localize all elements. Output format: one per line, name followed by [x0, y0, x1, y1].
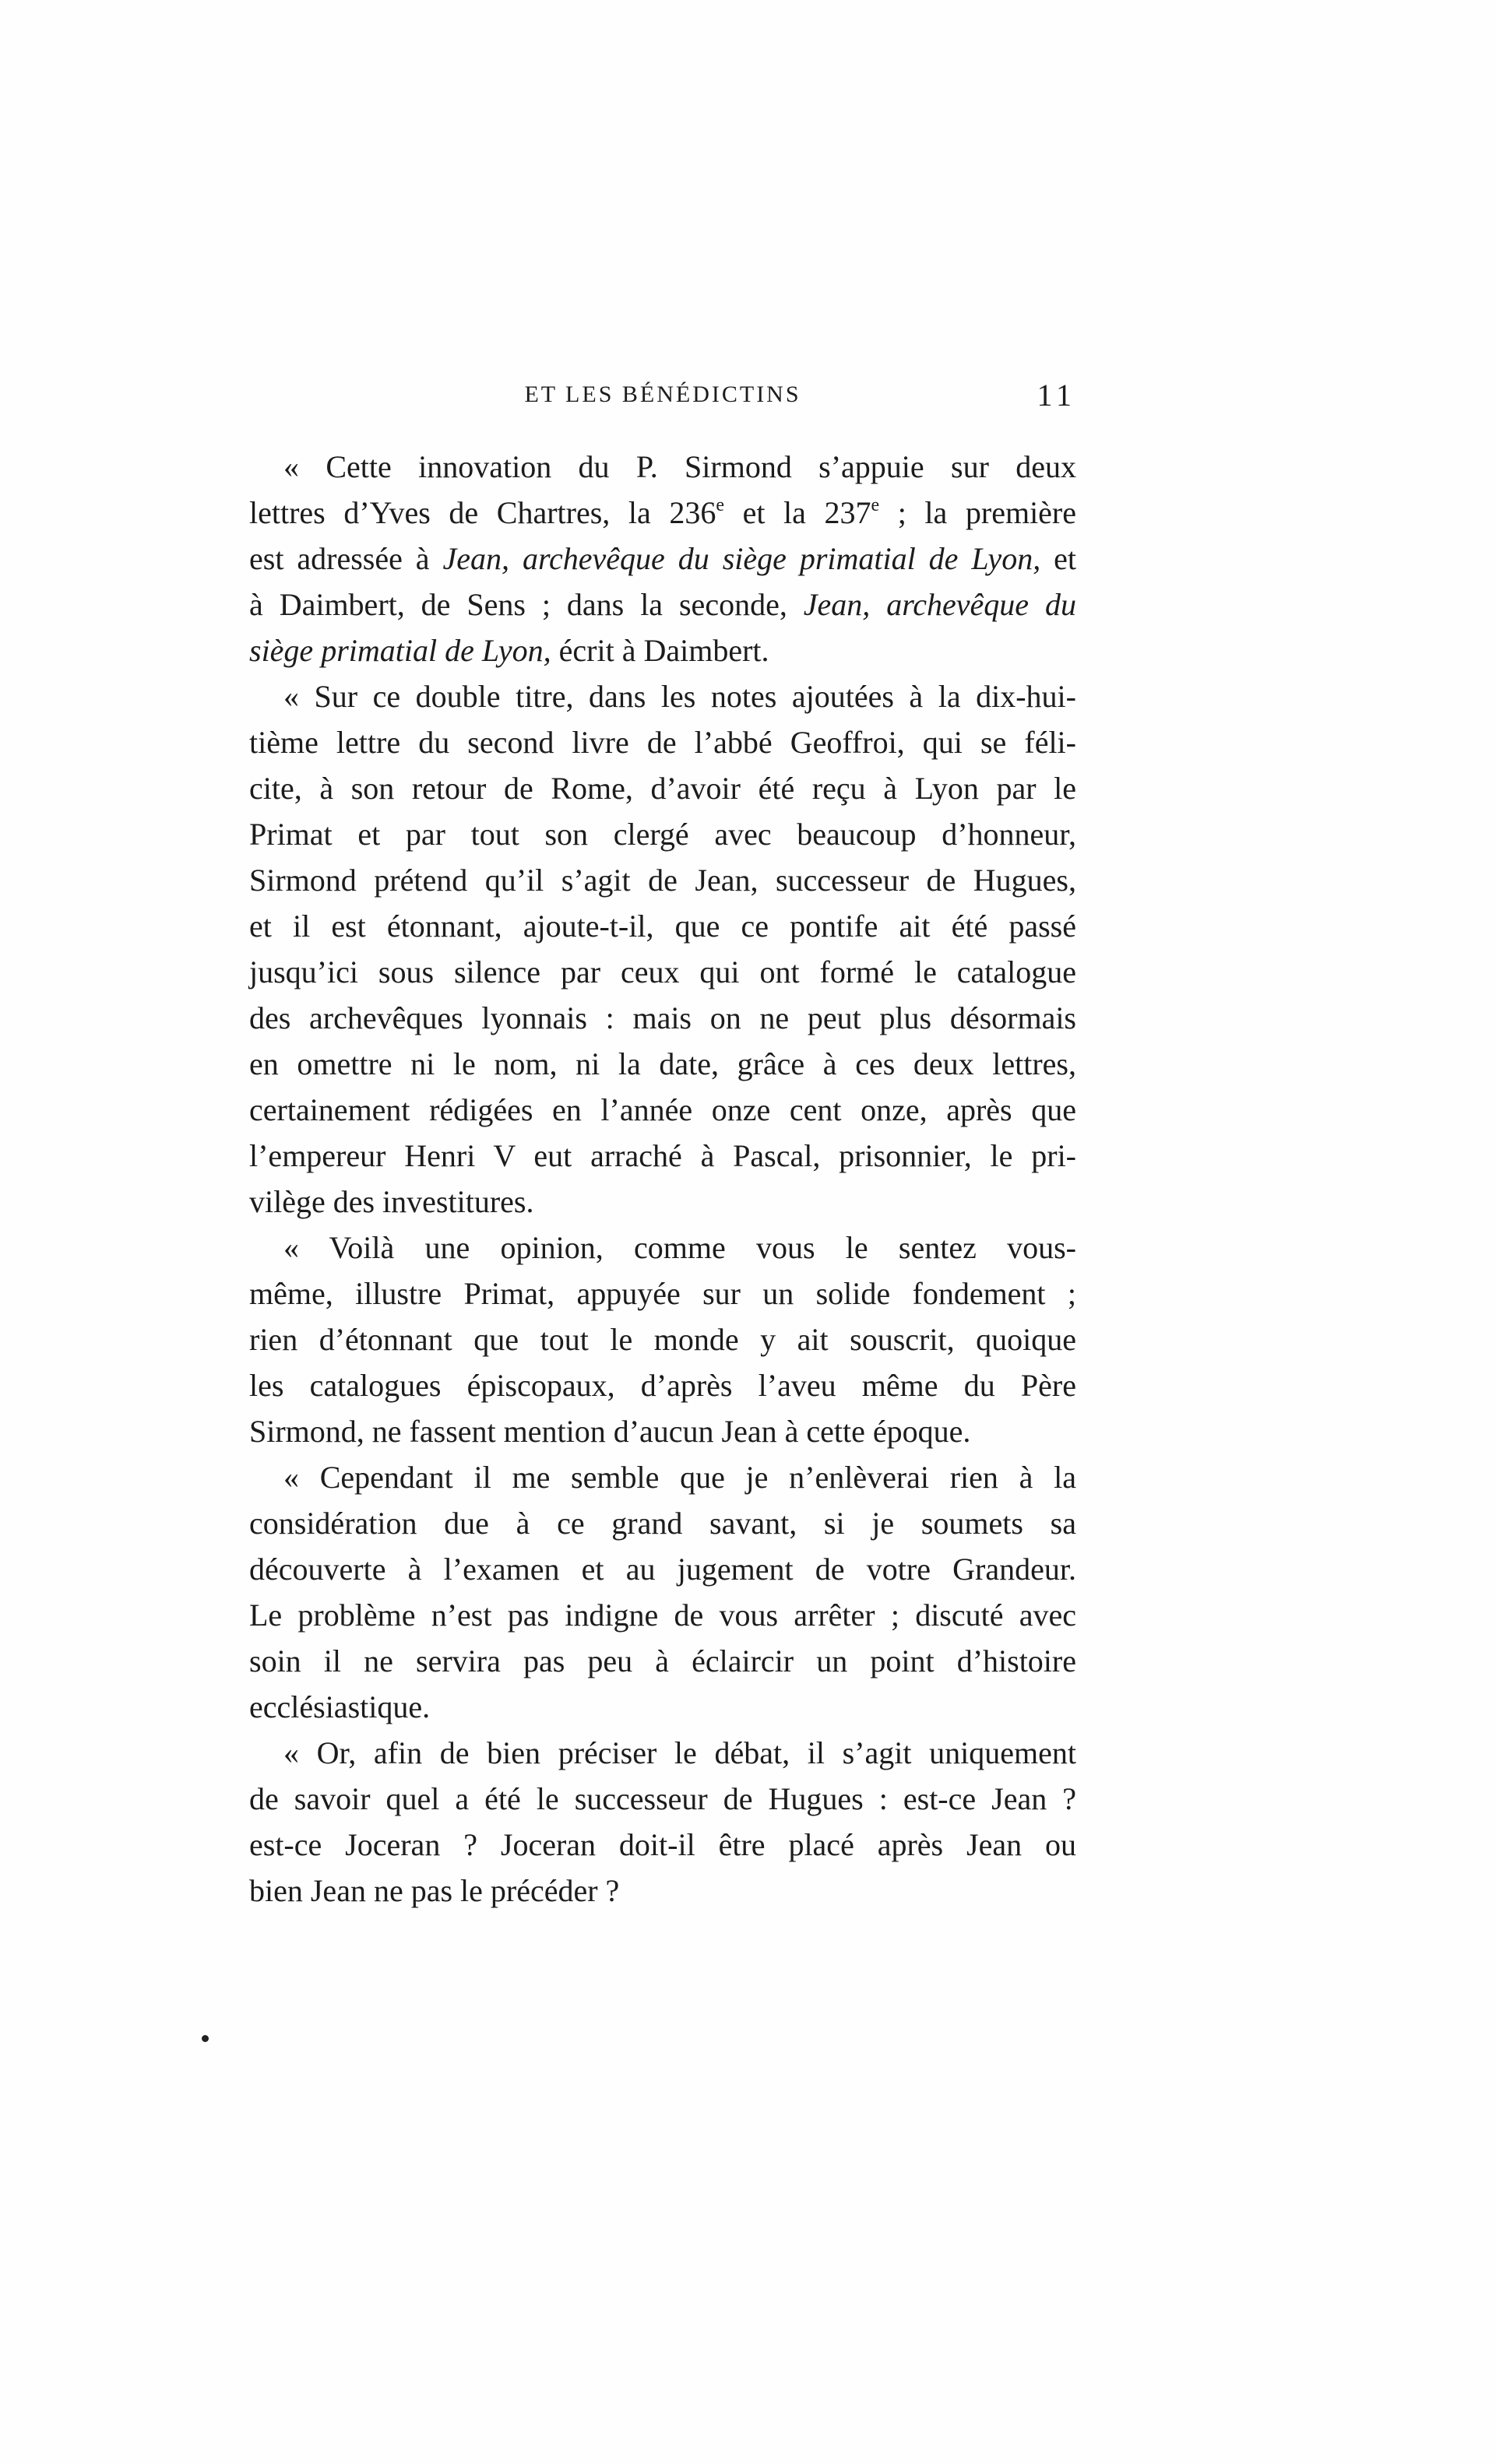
text-line — [249, 1408, 1076, 1454]
text-line — [249, 1271, 1076, 1316]
text-run: lettres d’Yves de Chartres, la 236 — [249, 495, 716, 530]
text-run: découverte à l’examen et au jugement de votre Grandeur. — [249, 1552, 1076, 1587]
text-line — [249, 857, 1076, 903]
text-line — [249, 1546, 1076, 1592]
italic-text: Jean, archevêque du — [803, 587, 1076, 622]
text-line — [249, 1868, 1076, 1914]
text-run: vilège des investitures. — [249, 1184, 534, 1219]
text-line — [249, 1225, 1076, 1271]
text-run: Sirmond prétend qu’il s’agit de Jean, successeur de Hugues, — [249, 863, 1076, 898]
text-line — [249, 582, 1076, 627]
paragraph — [249, 1454, 1076, 1730]
text-run: considération due à ce grand savant, si je soumets sa — [249, 1506, 1076, 1541]
text-line — [249, 1730, 1076, 1776]
text-run: bien Jean ne pas le précéder ? — [249, 1873, 620, 1908]
paragraph — [249, 1225, 1076, 1454]
text-run: et — [1040, 541, 1076, 576]
text-run: de savoir quel a été le successeur de Hugues : est-ce Jean ? — [249, 1781, 1076, 1816]
text-run: rien d’étonnant que tout le monde y ait souscrit, quoique — [249, 1322, 1076, 1357]
text-run: tième lettre du second livre de l’abbé Geoffroi, qui se féli- — [249, 725, 1076, 760]
text-run: « Or, afin de bien préciser le débat, il s’agit uniquement — [283, 1735, 1076, 1770]
text-line — [249, 1638, 1076, 1684]
text-line — [249, 1776, 1076, 1822]
text-run: certainement rédigées en l’année onze cent onze, après que — [249, 1092, 1076, 1127]
italic-text: Jean, archevêque du siège primatial de Lyon, — [442, 541, 1041, 576]
superscript: e — [871, 495, 880, 515]
text-run: Sirmond, ne fassent mention d’aucun Jean à cette époque. — [249, 1414, 971, 1449]
text-run: soin il ne servira pas peu à éclaircir un point d’histoire — [249, 1643, 1076, 1678]
text-line — [249, 1362, 1076, 1408]
text-line — [249, 1454, 1076, 1500]
italic-text: siège primatial de Lyon, — [249, 633, 551, 668]
text-line — [249, 1087, 1076, 1133]
text-run: Primat et par tout son clergé avec beaucoup d’honneur, — [249, 817, 1076, 852]
text-line — [249, 1179, 1076, 1225]
text-run: des archevêques lyonnais : mais on ne peut plus désormais — [249, 1000, 1076, 1035]
text-line — [249, 627, 1076, 673]
text-line — [249, 673, 1076, 719]
paragraph — [249, 444, 1076, 673]
text-run: et il est étonnant, ajoute-t-il, que ce pontife ait été passé — [249, 909, 1076, 944]
text-run: « Cependant il me semble que je n’enlèverai rien à la — [283, 1460, 1076, 1495]
text-run: « Voilà une opinion, comme vous le sentez vous- — [283, 1230, 1076, 1265]
text-run: est adressée à — [249, 541, 443, 576]
text-line — [249, 490, 1076, 536]
text-line — [249, 1133, 1076, 1179]
text-run: Le problème n’est pas indigne de vous arrêter ; discuté avec — [249, 1598, 1076, 1633]
text-run: ecclésiastique. — [249, 1689, 431, 1724]
text-line — [249, 444, 1076, 490]
text-run: est-ce Joceran ? Joceran doit-il être placé après Jean ou — [249, 1827, 1076, 1862]
text-run: écrit à Daimbert. — [551, 633, 769, 668]
text-line — [249, 1500, 1076, 1546]
print-speck — [202, 2035, 209, 2042]
text-run: l’empereur Henri V eut arraché à Pascal, prisonnier, le pri- — [249, 1138, 1076, 1173]
text-run: cite, à son retour de Rome, d’avoir été reçu à Lyon par le — [249, 771, 1076, 806]
superscript: e — [716, 495, 724, 515]
running-head — [249, 374, 1076, 420]
body-text — [249, 444, 1076, 1914]
text-run: ; la première — [879, 495, 1077, 530]
text-line — [249, 536, 1076, 582]
text-run: « Sur ce double titre, dans les notes ajoutées à la dix-hui- — [283, 679, 1076, 714]
text-run: jusqu’ici sous silence par ceux qui ont formé le catalogue — [249, 954, 1076, 989]
paragraph — [249, 1730, 1076, 1914]
paragraph — [249, 673, 1076, 1225]
text-line — [249, 1041, 1076, 1087]
text-line — [249, 995, 1076, 1041]
text-line — [249, 1822, 1076, 1868]
text-line — [249, 811, 1076, 857]
text-line — [249, 1316, 1076, 1362]
text-run: même, illustre Primat, appuyée sur un solide fondement ; — [249, 1276, 1076, 1311]
text-run: à Daimbert, de Sens ; dans la seconde, — [249, 587, 804, 622]
text-line — [249, 1684, 1076, 1730]
page-number: 11 — [1037, 378, 1076, 413]
text-line — [249, 1592, 1076, 1638]
text-line — [249, 949, 1076, 995]
running-title: ET LES BÉNÉDICTINS — [524, 381, 801, 407]
text-line — [249, 903, 1076, 949]
text-run: et la 237 — [723, 495, 871, 530]
text-run: en omettre ni le nom, ni la date, grâce à ces deux lettres, — [249, 1046, 1076, 1081]
text-run: les catalogues épiscopaux, d’après l’aveu même du Père — [249, 1368, 1076, 1403]
text-line — [249, 765, 1076, 811]
text-run: « Cette innovation du P. Sirmond s’appuie sur deux — [283, 449, 1076, 484]
text-line — [249, 719, 1076, 765]
